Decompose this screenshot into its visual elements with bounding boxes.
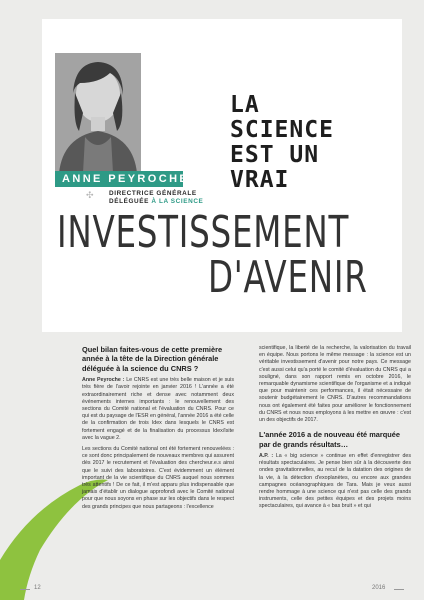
- speaker-label: A.P. :: [259, 453, 274, 460]
- title-big-line-1: INVESTISSEMENT: [57, 207, 350, 258]
- answer-paragraph: Les sections du Comité national ont été fortement renouvelées : ce sont donc principalement de nouveaux membres qui assurent dès 2017 le recrutement et l'évaluation des chercheur.e.s ainsi que le suivi des laboratoires. C'est évidemment un élément important de la vie scientifique du CNRS auquel nous sommes très attentifs ! De ce fait, il m'est apparu plus indispensable que jamais d'établir un dialogue approfondi avec le Comité national pour que nous soyons en phase sur les objectifs dans le respect des grands principes que nous partageons : l'excellence: [82, 446, 234, 510]
- role-accent: À LA SCIENCE: [151, 198, 204, 205]
- name-banner: ANNE PEYROCHE: [55, 171, 183, 187]
- answer-paragraph: [82, 377, 234, 442]
- paragraph-text: Le CNRS est une très belle maison et je suis très fière de l'avoir rejointe en janvier 2016 ! L'année a été extraordinairement riche et dense avec notamment deux événements internes importants : le renouvellement des sections du Comité national et l'évaluation du CNRS. Pour ce qui est du paysage de l'ESR en général, l'année 2016 a été celle de la confirmation de trois Idex dans lesquels le CNRS est fortement engagé et de la finalisation du processus Idex/Isite avec la vague 2.: [82, 377, 234, 441]
- speaker-label: Anne Peyroche :: [82, 377, 125, 384]
- role-prefix: DÉLÉGUÉE: [109, 198, 149, 205]
- footer-rule-right: [394, 589, 404, 590]
- answer-paragraph: [259, 453, 411, 511]
- text-column-left: [82, 345, 234, 515]
- footer-rule-left: [20, 589, 30, 590]
- page-number: 12: [34, 585, 41, 591]
- title-line: VRAI: [230, 167, 290, 193]
- text-column-right: [259, 345, 411, 515]
- title-line: LA: [230, 92, 260, 118]
- role-line-2: [109, 198, 203, 206]
- answer-paragraph: scientifique, la liberté de la recherche, la valorisation du travail en équipe. Nous portons le même message : la science est un véritable investissement d'avenir pour notre pays. Ce message c'est aussi celui qu'a porté le comité d'évaluation du CNRS qui a souligné, dans son rapport remis en octobre 2016, le remarquable dynamisme scientifique de l'organisme et a indiqué que pour maintenir ces performances, il était nécessaire de soutenir budgétairement le CNRS. D'autres recommandations nous ont également été faites pour améliorer le fonctionnement du CNRS et nous nous employons à les mettre en œuvre : c'est un des objectifs de 2017.: [259, 345, 411, 424]
- paragraph-text: La « big science » continue en effet d'enregistrer des résultats spectaculaires. Je pense bien sûr à la découverte des ondes gravitationnelles, au recul de la datation des origines de la vie, à la détection d'exoplanètes, ou encore aux grandes campagnes océanographiques de Tara. Mais je veux aussi rendre hommage à une science qui n'est pas celle des grands instruments, celle des petites équipes et des projets moins spectaculaires, qui avance à « bas bruit » et qui: [259, 453, 411, 510]
- interview-question: L'année 2016 a de nouveau été marquée par de grands résultats…: [259, 430, 401, 449]
- article-title: [230, 93, 334, 193]
- role-line-1: DIRECTRICE GÉNÉRALE: [109, 190, 197, 197]
- role-caption: [109, 190, 203, 206]
- portrait-photo: [55, 53, 141, 173]
- title-big-line-2: D'AVENIR: [208, 252, 368, 303]
- footer-year: 2016: [372, 585, 386, 591]
- title-line: EST UN: [230, 142, 320, 168]
- title-line: SCIENCE: [230, 117, 334, 143]
- interview-question: Quel bilan faites-vous de cette première année à la tête de la Direction générale déléguée à la science du CNRS ?: [82, 345, 223, 373]
- leaf-icon: ✣: [86, 190, 94, 200]
